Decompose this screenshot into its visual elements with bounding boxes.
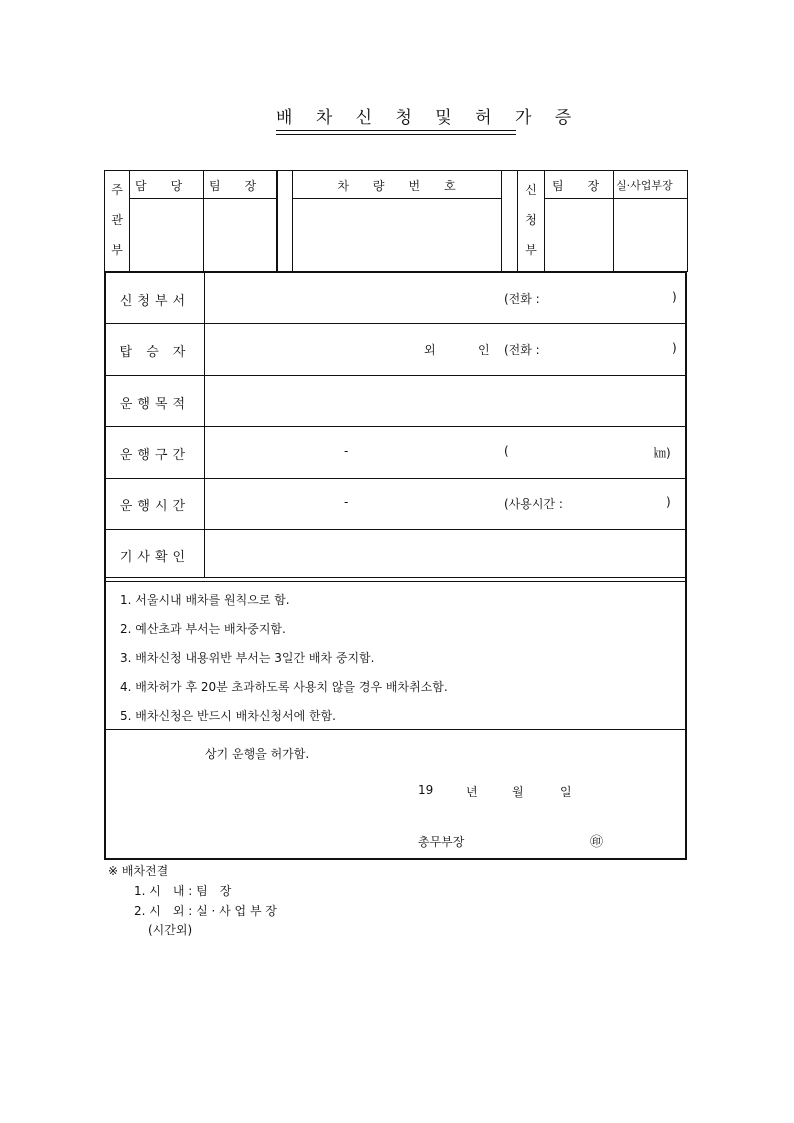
route-distance-open: ( <box>504 444 509 458</box>
footnote-mark: ※ 배차전결 <box>108 864 169 878</box>
time-usage-label: (사용시간 : <box>504 497 563 511</box>
note-2: 2. 예산초과 부서는 배차중지함. <box>120 622 286 636</box>
time-field[interactable] <box>206 480 684 528</box>
managing-dept-approval-box <box>104 170 277 272</box>
route-dash: - <box>344 444 349 458</box>
document-title: 배 차 신 청 및 허 가 증 <box>276 108 581 128</box>
managing-dept-char-2: 관 <box>111 213 123 227</box>
vehicle-number-label: 차 량 번 호 <box>337 179 456 193</box>
purpose-field[interactable] <box>206 377 684 425</box>
header-col-req-teamleader: 팀 장 <box>552 179 600 193</box>
route-label: 운행구간 <box>119 448 191 463</box>
dept-label: 신청부서 <box>119 294 191 309</box>
time-label: 운행시간 <box>119 499 191 514</box>
requesting-dept-char-2: 청 <box>525 213 537 227</box>
request-form <box>104 271 687 860</box>
approval-day: 일 <box>560 785 572 799</box>
footnote-line-3: (시간외) <box>148 923 193 937</box>
approval-signer: 총무부장 <box>418 835 465 849</box>
managing-dept-char-1: 주 <box>111 183 123 197</box>
passenger-label: 탑 승 자 <box>119 345 191 360</box>
purpose-label: 운행목적 <box>119 397 191 412</box>
header-col-teamleader: 팀 장 <box>209 179 257 193</box>
requesting-dept-char-1: 신 <box>525 183 537 197</box>
route-field[interactable] <box>206 428 684 476</box>
passenger-field[interactable] <box>206 325 406 373</box>
requesting-dept-char-3: 부 <box>525 243 537 257</box>
passenger-count-unit: 인 <box>478 343 490 357</box>
driver-check-label: 기사확인 <box>119 550 191 565</box>
header-col-manager: 담 당 <box>135 179 183 193</box>
dept-field[interactable] <box>206 275 684 321</box>
approval-year: 년 <box>466 785 478 799</box>
requesting-dept-approval-box <box>517 170 688 272</box>
note-1: 1. 서울시내 배차를 원칙으로 함. <box>120 593 290 607</box>
approval-statement: 상기 운행을 허가함. <box>205 747 310 761</box>
footnote-line-1: 1. 시 내 : 팀 장 <box>134 884 232 898</box>
title-underline <box>276 130 516 131</box>
passenger-phone-label: (전화 : <box>504 343 540 357</box>
route-distance-unit: ㎞) <box>654 446 671 460</box>
dept-phone-label: (전화 : <box>504 292 540 306</box>
passenger-phone-close: ) <box>672 341 677 355</box>
footnote-line-2: 2. 시 외 : 실 · 사 업 부 장 <box>134 904 277 918</box>
managing-dept-char-3: 부 <box>111 243 123 257</box>
approval-month: 월 <box>512 785 524 799</box>
note-4: 4. 배차허가 후 20분 초과하도록 사용치 않을 경우 배차취소함. <box>120 680 448 694</box>
title-underline-double <box>276 134 516 135</box>
driver-check-field[interactable] <box>206 531 684 575</box>
approval-year-prefix: 19 <box>418 783 434 797</box>
time-usage-close: ) <box>666 495 671 509</box>
time-dash: - <box>344 495 349 509</box>
approval-seal: ㊞ <box>590 835 604 850</box>
header-col-division-head: 실·사업부장 <box>616 179 673 192</box>
passenger-others: 외 <box>424 343 436 357</box>
note-3: 3. 배차신청 내용위반 부서는 3일간 배차 중지함. <box>120 651 375 665</box>
vehicle-number-box <box>277 170 518 272</box>
note-5: 5. 배차신청은 반드시 배차신청서에 한함. <box>120 709 336 723</box>
dept-phone-close: ) <box>672 290 677 304</box>
